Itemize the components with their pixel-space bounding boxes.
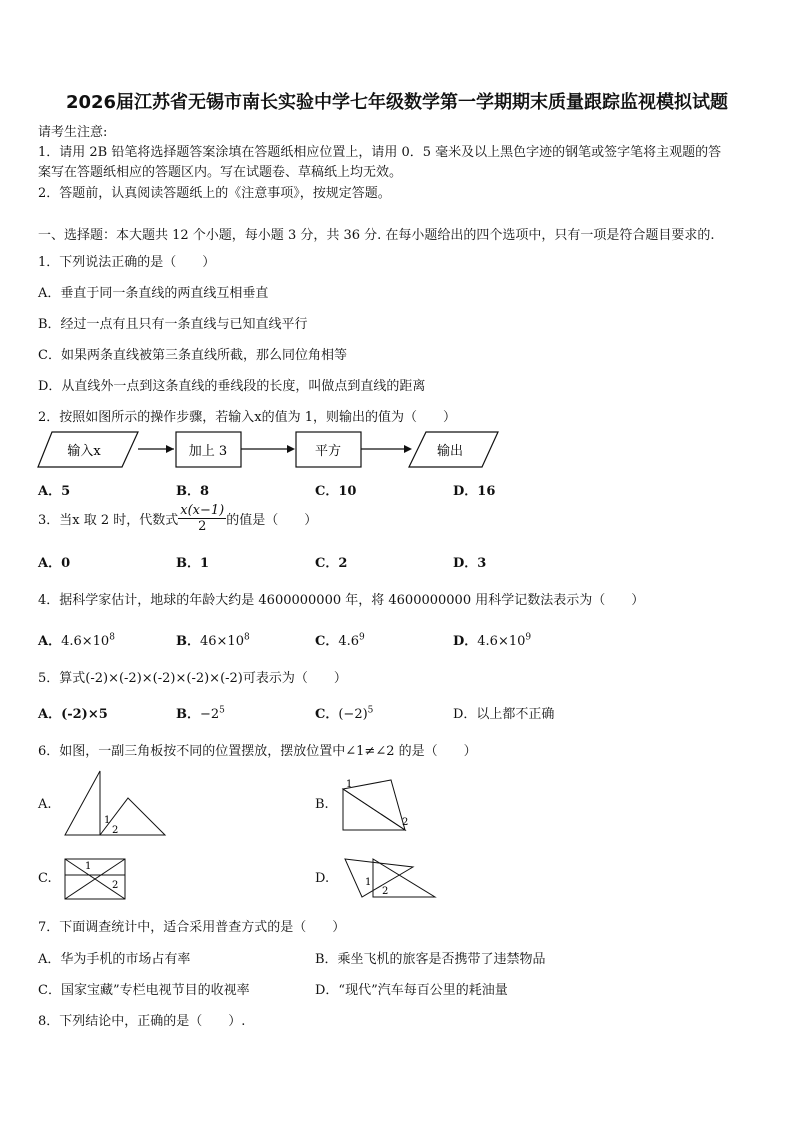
q7-option-b: B．乘坐飞机的旅客是否携带了违禁物品 — [315, 952, 546, 967]
q6-option-c: C. — [38, 871, 52, 886]
angle-1-label: 1 — [85, 861, 92, 872]
q6-stem: 6．如图，一副三角板按不同的位置摆放，摆放位置中∠1≠∠2 的是（ ） — [38, 744, 477, 759]
q3-fraction — [178, 503, 226, 534]
q1-option-b: B．经过一点有且只有一条直线与已知直线平行 — [38, 317, 308, 332]
q1-option-d: D．从直线外一点到这条直线的垂线段的长度，叫做点到直线的距离 — [38, 379, 426, 394]
q6-option-b: B. — [315, 797, 329, 812]
flow-box-input: 输入x — [67, 444, 101, 459]
q4-option-d: D．$4.6\times 10^9$ — [453, 632, 532, 649]
q3-fraction-numerator: x(x−1) — [180, 503, 225, 518]
arrow-right-icon — [404, 445, 412, 453]
q4-option-a: A．$4.6\times 10^8$ — [38, 632, 115, 649]
angle-1-label: 1 — [346, 779, 353, 790]
flow-box-square: 平方 — [314, 444, 342, 459]
q6-option-a: A. — [38, 797, 52, 812]
q6-figure-c — [60, 855, 132, 903]
arrow-right-icon — [166, 445, 174, 453]
q1-stem: 1．下列说法正确的是（ ） — [38, 255, 216, 270]
q2-flowchart — [36, 428, 506, 472]
q1-option-a: A．垂直于同一条直线的两直线互相垂直 — [38, 286, 269, 301]
q6-figure-b — [338, 775, 418, 835]
q3-option-c: C．2 — [315, 556, 348, 571]
q2-option-d: D．16 — [453, 484, 496, 499]
q4-option-c: C．$4.6^9$ — [315, 632, 365, 649]
q3-option-a: A．0 — [38, 556, 71, 571]
q3-stem-prefix: 3．当x 取 2 时，代数式 — [38, 513, 179, 528]
q6-option-d: D. — [315, 871, 330, 886]
notice-item-1-line-2: 案写在答题纸相应的答题区内。写在试题卷、草稿纸上均无效。 — [38, 165, 403, 180]
arrow-right-icon — [287, 445, 295, 453]
notice-item-2: 2．答题前，认真阅读答题纸上的《注意事项》，按规定答题。 — [38, 186, 391, 201]
angle-2-label: 2 — [382, 886, 389, 897]
q5-option-b: B．$-2^5$ — [176, 705, 225, 722]
flow-box-add: 加上 3 — [188, 444, 228, 459]
q2-option-b: B．8 — [176, 484, 210, 499]
q7-option-a: A．华为手机的市场占有率 — [38, 952, 191, 967]
q3-option-d: D．3 — [453, 556, 487, 571]
angle-2-label: 2 — [402, 817, 409, 828]
q1-option-c: C．如果两条直线被第三条直线所截，那么同位角相等 — [38, 348, 347, 363]
q7-option-c: C．国家宝藏”专栏电视节目的收视率 — [38, 983, 250, 998]
q5-stem: 5．算式(-2)×(-2)×(-2)×(-2)×(-2)可表示为（ ） — [38, 671, 347, 686]
q3-option-b: B．1 — [176, 556, 210, 571]
q4-stem: 4．据科学家估计，地球的年龄大约是 4600000000 年，将 4600000000 用科学记数法表示为（ ） — [38, 593, 645, 608]
angle-1-label: 1 — [104, 815, 111, 826]
q3-fraction-denominator: 2 — [198, 519, 207, 534]
q2-stem: 2．按照如图所示的操作步骤，若输入x的值为 1，则输出的值为（ ） — [38, 410, 457, 425]
q5-option-d: D．以上都不正确 — [453, 707, 555, 722]
q6-figure-d — [340, 855, 440, 903]
q3-stem — [38, 503, 317, 534]
angle-2-label: 2 — [112, 825, 119, 836]
notice-item-1-line-1: 1．请用 2B 铅笔将选择题答案涂填在答题纸相应位置上，请用 0．5 毫米及以上黑色字迹的钢笔或签字笔将主观题的答 — [38, 145, 722, 160]
q3-stem-suffix: 的值是（ ） — [226, 513, 318, 528]
angle-2-label: 2 — [112, 880, 119, 891]
q5-option-c: C．$(-2)^5$ — [315, 705, 374, 722]
q7-option-d: D．“现代”汽车每百公里的耗油量 — [315, 983, 508, 998]
q5-option-a: A．(-2)×5 — [38, 707, 108, 722]
q6-figure-a — [60, 768, 170, 840]
q8-stem: 8．下列结论中，正确的是（ ）. — [38, 1014, 246, 1029]
notice-heading: 请考生注意: — [38, 125, 108, 140]
q4-option-b: B．$46\times 10^8$ — [176, 632, 250, 649]
flow-box-output: 输出 — [436, 444, 464, 459]
angle-1-label: 1 — [365, 877, 372, 888]
q2-option-a: A．5 — [38, 484, 71, 499]
q7-stem: 7．下面调查统计中，适合采用普查方式的是（ ） — [38, 920, 346, 935]
section-heading: 一、选择题：本大题共 12 个小题，每小题 3 分，共 36 分. 在每小题给出的四个选项中，只有一项是符合题目要求的. — [38, 228, 715, 243]
page-title: 2026届江苏省无锡市南长实验中学七年级数学第一学期期末质量跟踪监视模拟试题 — [65, 92, 729, 113]
q2-option-c: C．10 — [315, 484, 357, 499]
